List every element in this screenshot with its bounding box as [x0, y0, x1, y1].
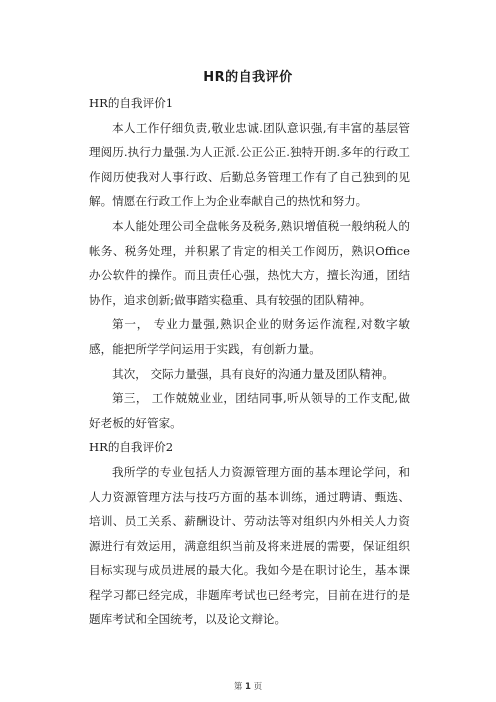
- document-body: [89, 91, 410, 632]
- section-heading: HR的自我评价2: [89, 440, 174, 455]
- paragraph: 本人能处理公司全盘帐务及税务,熟识增值税一般纳税人的帐务、税务处理，并积累了肯定的相关工作阅历，熟识Office办公软件的操作。而且责任心强，热忱大方，擅长沟通，团结协作，追求创新;做事踏实稳重、具有较强的团队精神。: [89, 218, 410, 307]
- paragraph: 第一， 专业力量强,熟识企业的财务运作流程,对数字敏感，能把所学学问运用于实践，有创新力量。: [89, 317, 410, 356]
- footer-prefix: 第: [233, 682, 243, 692]
- page-footer: [0, 680, 496, 692]
- page-number: 1: [245, 682, 251, 692]
- section-heading: HR的自我评价1: [89, 96, 174, 110]
- document-title: HR的自我评价: [203, 70, 293, 85]
- footer-suffix: 页: [253, 682, 263, 692]
- paragraph: 本人工作仔细负责,敬业忠诚.团队意识强,有丰富的基层管理阅历.执行力量强.为人正派.公正公正.独特开朗.多年的行政工作阅历使我对人事行政、后勤总务管理工作有了自己独到的见解。情愿在行政工作上为企业奉献自己的热忱和努力。: [89, 120, 410, 209]
- paragraph: 第三， 工作兢兢业业，团结同事,听从领导的工作支配,做好老板的好管家。: [89, 391, 410, 430]
- paragraph: 其次， 交际力量强，具有良好的沟通力量及团队精神。: [112, 366, 394, 381]
- paragraph: 我所学的专业包括人力资源管理方面的基本理论学问，和人力资源管理方法与技巧方面的基本训练，通过聘请、甄选、培训、员工关系、薪酬设计、劳动法等对组织内外相关人力资源进行有效运用，满意组织当前及将来进展的需要，保证组织目标实现与成员进展的最大化。我如今是在职讨论生，基本课程学习都已经完成，非题库考试也已经考完，目前在进行的是题库考试和全国统考，以及论文辩论。: [89, 464, 410, 627]
